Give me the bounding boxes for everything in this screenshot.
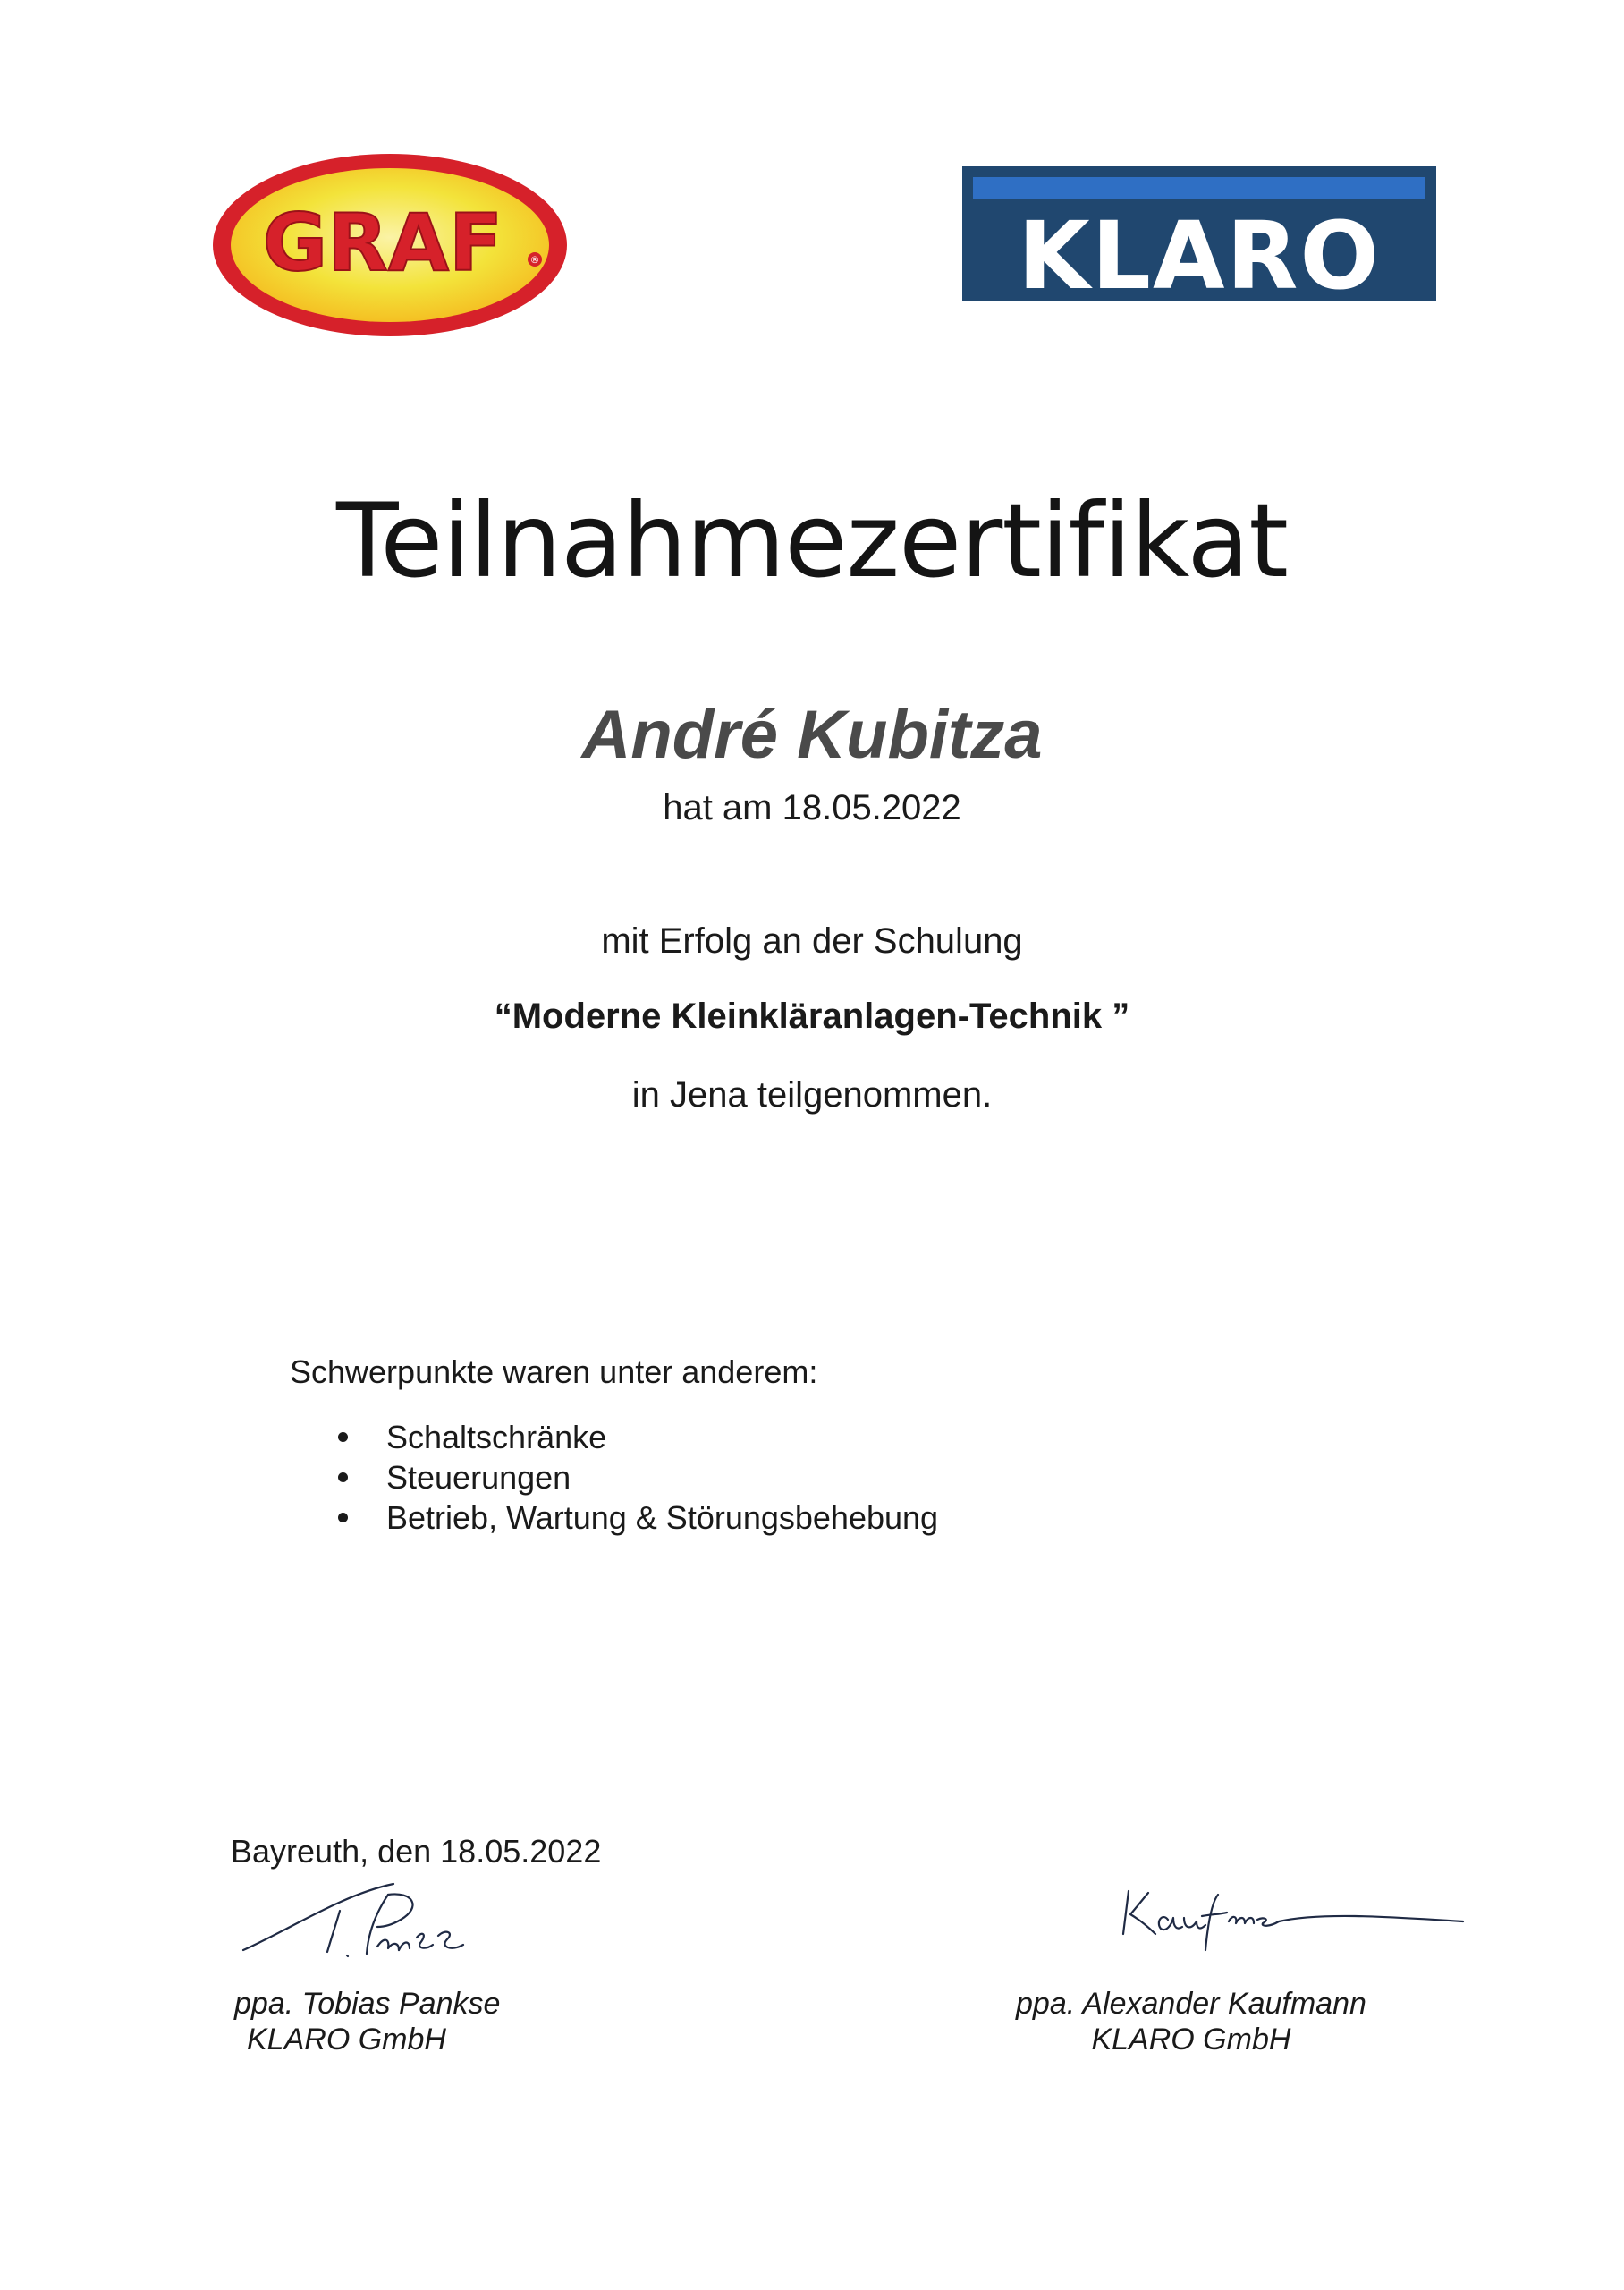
focus-intro: Schwerpunkte waren unter anderem:: [290, 1353, 818, 1390]
focus-item-label: Schaltschränke: [386, 1419, 607, 1455]
course-location-line: in Jena teilgenommen.: [631, 1075, 993, 1115]
signer-company: KLARO GmbH: [247, 2023, 446, 2057]
success-line: mit Erfolg an der Schulung: [601, 921, 1023, 961]
graf-registered-mark: ®: [529, 254, 540, 266]
place-and-date: Bayreuth, den 18.05.2022: [231, 1833, 602, 1870]
signer-left: [234, 1986, 500, 2057]
bullet-icon: [338, 1472, 348, 1482]
signer-name: ppa. Alexander Kaufmann: [1016, 1987, 1366, 2021]
bullet-icon: [338, 1513, 348, 1522]
focus-list: [338, 1417, 938, 1538]
signature-left: [234, 1868, 520, 1975]
certificate-title: Teilnahmezertifikat: [336, 481, 1288, 600]
list-item: [338, 1497, 938, 1538]
signature-right: [1112, 1877, 1470, 1957]
graf-logo: [211, 152, 569, 338]
participation-date-line: hat am 18.05.2022: [663, 788, 961, 827]
focus-item-label: Betrieb, Wartung & Störungsbehebung: [386, 1499, 939, 1536]
klaro-logo-text: KLARO: [1018, 201, 1381, 301]
participant-name: André Kubitza: [581, 697, 1043, 773]
klaro-logo: [962, 166, 1436, 301]
course-title: “Moderne Kleinkläranlagen-Technik ”: [494, 997, 1130, 1036]
focus-item-label: Steuerungen: [386, 1459, 571, 1496]
signer-right: [1016, 1986, 1366, 2057]
bullet-icon: [338, 1432, 348, 1442]
list-item: [338, 1417, 938, 1457]
signer-name: ppa. Tobias Pankse: [234, 1987, 501, 2021]
graf-logo-text: GRAF: [262, 197, 503, 289]
list-item: [338, 1457, 938, 1497]
signer-company: KLARO GmbH: [1091, 2023, 1291, 2057]
